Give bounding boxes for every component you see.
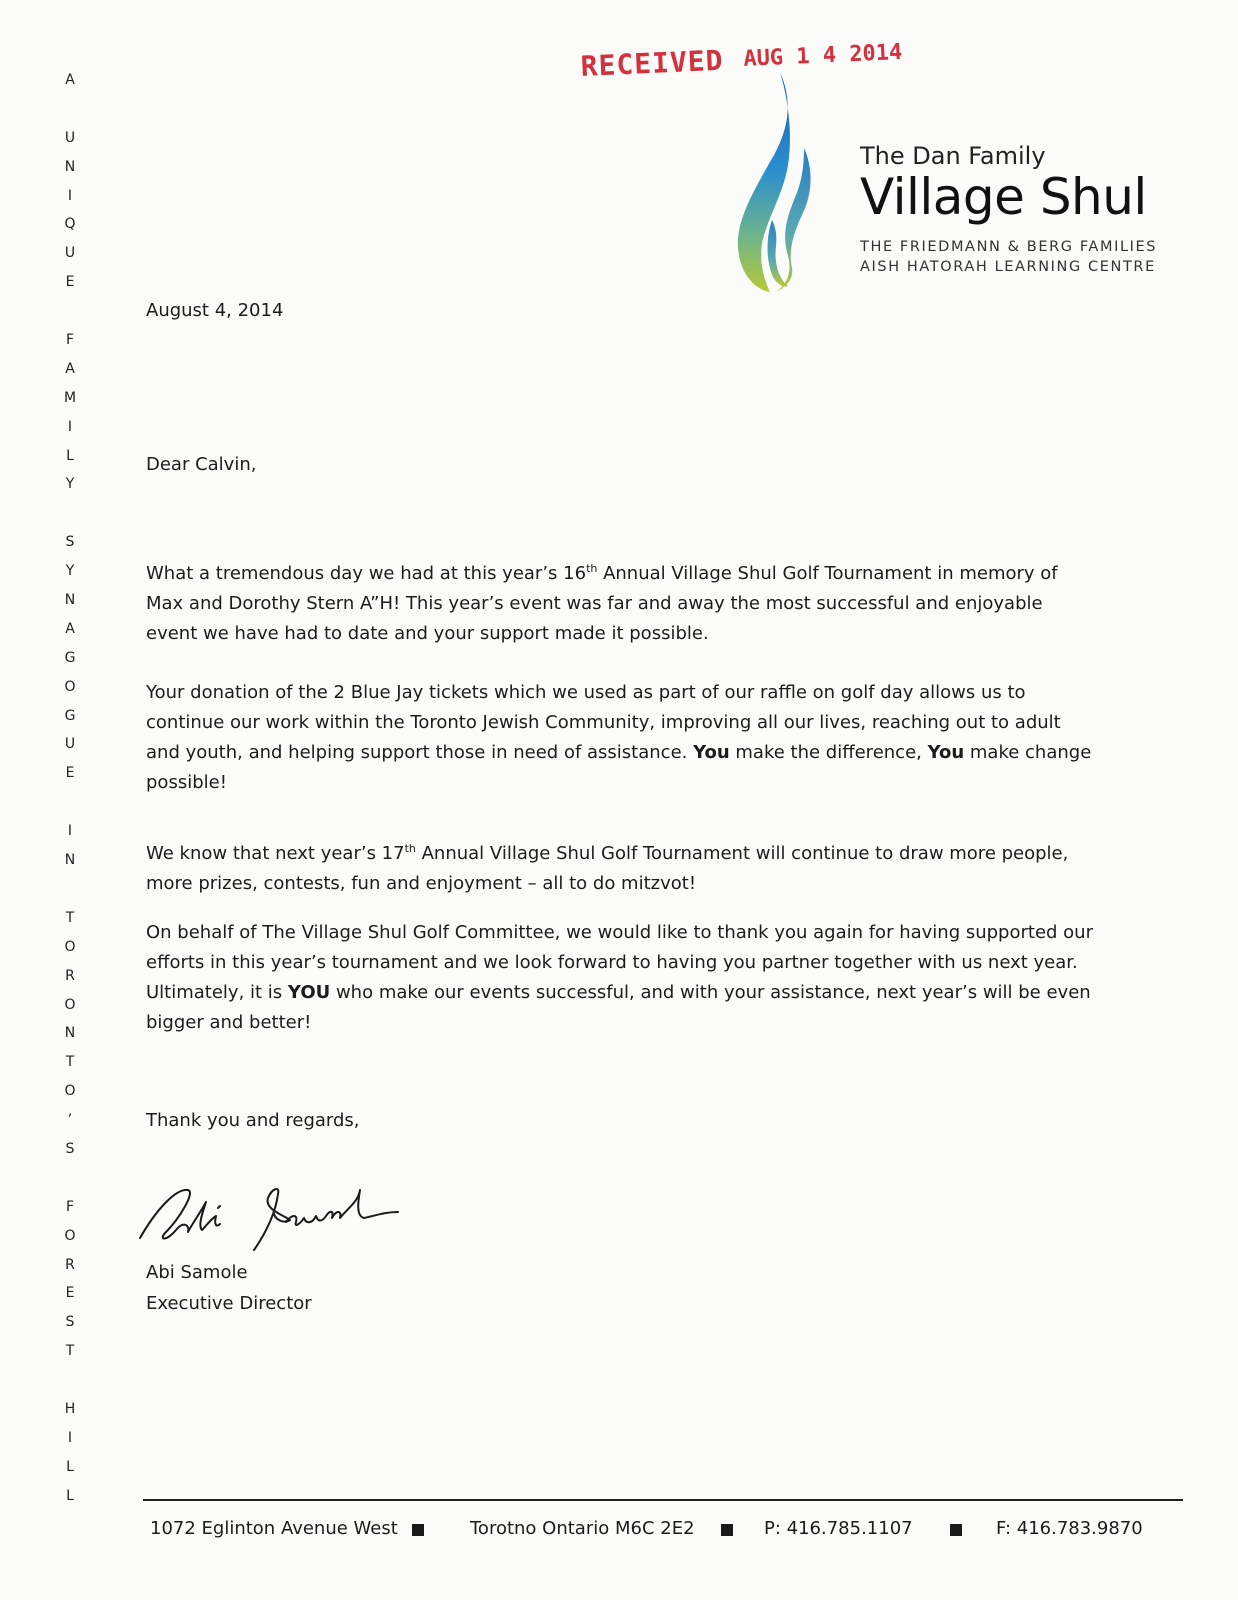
vertical-tagline [58, 66, 82, 1511]
tagline-letter: L [66, 447, 74, 464]
tagline-gap [58, 499, 82, 528]
bullet-square-icon [950, 1524, 962, 1536]
closing: Thank you and regards, [146, 1110, 360, 1131]
tagline-letter: S [65, 1314, 75, 1331]
tagline-letter: F [65, 1198, 75, 1215]
tagline-gap [58, 297, 82, 326]
tagline-letter: I [67, 823, 73, 840]
tagline-letter: E [65, 765, 75, 782]
tagline-gap [58, 875, 82, 904]
tagline-letter: S [65, 1140, 75, 1157]
tagline-letter: T [65, 1343, 75, 1360]
tagline-gap [58, 788, 82, 817]
tagline-letter: A [65, 360, 75, 377]
bullet-square-icon [721, 1524, 733, 1536]
tagline-letter: U [64, 736, 76, 753]
tagline-letter: O [64, 1227, 76, 1244]
tagline-letter: R [65, 967, 75, 984]
p2-bold-1: You [693, 742, 730, 763]
tagline-letter: Q [64, 216, 76, 233]
p1-text-b: Annual Village Shul Golf Tournament in memory of Max and Dorothy Stern A”H! This year’s event was far and away the most successful and enjoyable event we have had to date and your support made it possible. [146, 563, 1058, 644]
tagline-letter: N [64, 1025, 76, 1042]
tagline-letter: R [65, 1256, 75, 1273]
salutation: Dear Calvin, [146, 454, 257, 475]
logo-text [860, 142, 1157, 277]
tagline-letter: F [65, 332, 75, 349]
signer-name: Abi Samole [146, 1262, 248, 1283]
handwritten-signature [136, 1180, 406, 1255]
tagline-gap [58, 1366, 82, 1395]
p3-text-b: Annual Village Shul Golf Tournament will continue to draw more people, more prizes, contests, fun and enjoyment – all to do mitzvot! [146, 843, 1069, 894]
signer-title: Executive Director [146, 1293, 312, 1314]
tagline-letter: L [66, 1458, 74, 1475]
tagline-letter: ’ [67, 1112, 73, 1129]
tagline-letter: O [64, 996, 76, 1013]
tagline-letter: M [63, 389, 77, 406]
p3-superscript: th [404, 842, 416, 855]
stamp-date: AUG 1 4 2014 [742, 39, 903, 72]
p4-text-a: On behalf of The Village Shul Golf Committee, we would like to thank you again for having supported our efforts in this year’s tournament and we look forward to having you partner together with us next year. Ultimately, it is [146, 922, 1093, 1003]
p4-bold: YOU [287, 982, 331, 1003]
logo-subtitle-2: AISH HATORAH LEARNING CENTRE [860, 259, 1156, 275]
tagline-letter: T [65, 1054, 75, 1071]
p3-text-a: We know that next year’s 17 [146, 843, 405, 864]
tagline-gap [58, 1164, 82, 1193]
tagline-letter: G [64, 649, 76, 666]
tagline-letter: N [64, 852, 76, 869]
p1-superscript: th [586, 562, 598, 575]
p2-bold-2: You [927, 742, 965, 763]
footer-address: 1072 Eglinton Avenue West [150, 1518, 398, 1539]
paragraph-4 [146, 918, 1096, 1038]
tagline-letter: H [64, 1400, 76, 1417]
tagline-letter: E [65, 1285, 75, 1302]
tagline-letter: E [65, 274, 75, 291]
stamp-word: RECEIVED [580, 43, 725, 83]
p2-text-b: make the difference, [729, 742, 928, 763]
logo-top-line: The Dan Family [860, 142, 1046, 170]
tagline-gap [58, 95, 82, 124]
tagline-letter: I [67, 187, 73, 204]
tagline-letter: Y [65, 476, 75, 493]
tagline-letter: U [64, 245, 76, 262]
tagline-letter: N [64, 158, 76, 175]
letter-date: August 4, 2014 [146, 300, 284, 321]
tagline-letter: U [64, 129, 76, 146]
logo-subtitle-1: THE FRIEDMANN & BERG FAMILIES [860, 239, 1158, 255]
p2-text-c: make change possible! [146, 742, 1092, 793]
tagline-letter: L [66, 1487, 74, 1504]
tagline-letter: I [67, 418, 73, 435]
tagline-letter: A [65, 72, 75, 88]
tagline-letter: O [64, 938, 76, 955]
tagline-letter: T [65, 909, 75, 926]
bullet-square-icon [412, 1524, 424, 1536]
logo-name: Village Shul [860, 168, 1147, 226]
p4-text-b: who make our events successful, and with your assistance, next year’s will be even bigger and better! [146, 982, 1091, 1033]
tagline-letter: O [64, 678, 76, 695]
tagline-letter: I [67, 1429, 73, 1446]
tagline-letter: Y [65, 563, 75, 580]
footer-city: Torotno Ontario M6C 2E2 [470, 1518, 695, 1539]
paragraph-2 [146, 678, 1096, 798]
paragraph-1 [146, 554, 1096, 649]
tagline-letter: A [65, 620, 75, 637]
tagline-letter: O [64, 1083, 76, 1100]
flame-logo-icon [732, 70, 842, 295]
footer-phone: P: 416.785.1107 [764, 1518, 913, 1539]
tagline-letter: G [64, 707, 76, 724]
paragraph-3 [146, 834, 1096, 899]
footer-divider [143, 1499, 1183, 1501]
p2-text-a: Your donation of the 2 Blue Jay tickets which we used as part of our raffle on golf day allows us to continue our work within the Toronto Jewish Community, improving all our lives, reaching out to adult and youth, and helping support those in need of assistance. [146, 682, 1061, 763]
tagline-letter: S [65, 534, 75, 551]
tagline-letter: N [64, 592, 76, 609]
footer-fax: F: 416.783.9870 [996, 1518, 1143, 1539]
p1-text-a: What a tremendous day we had at this year’s 16 [146, 563, 587, 584]
